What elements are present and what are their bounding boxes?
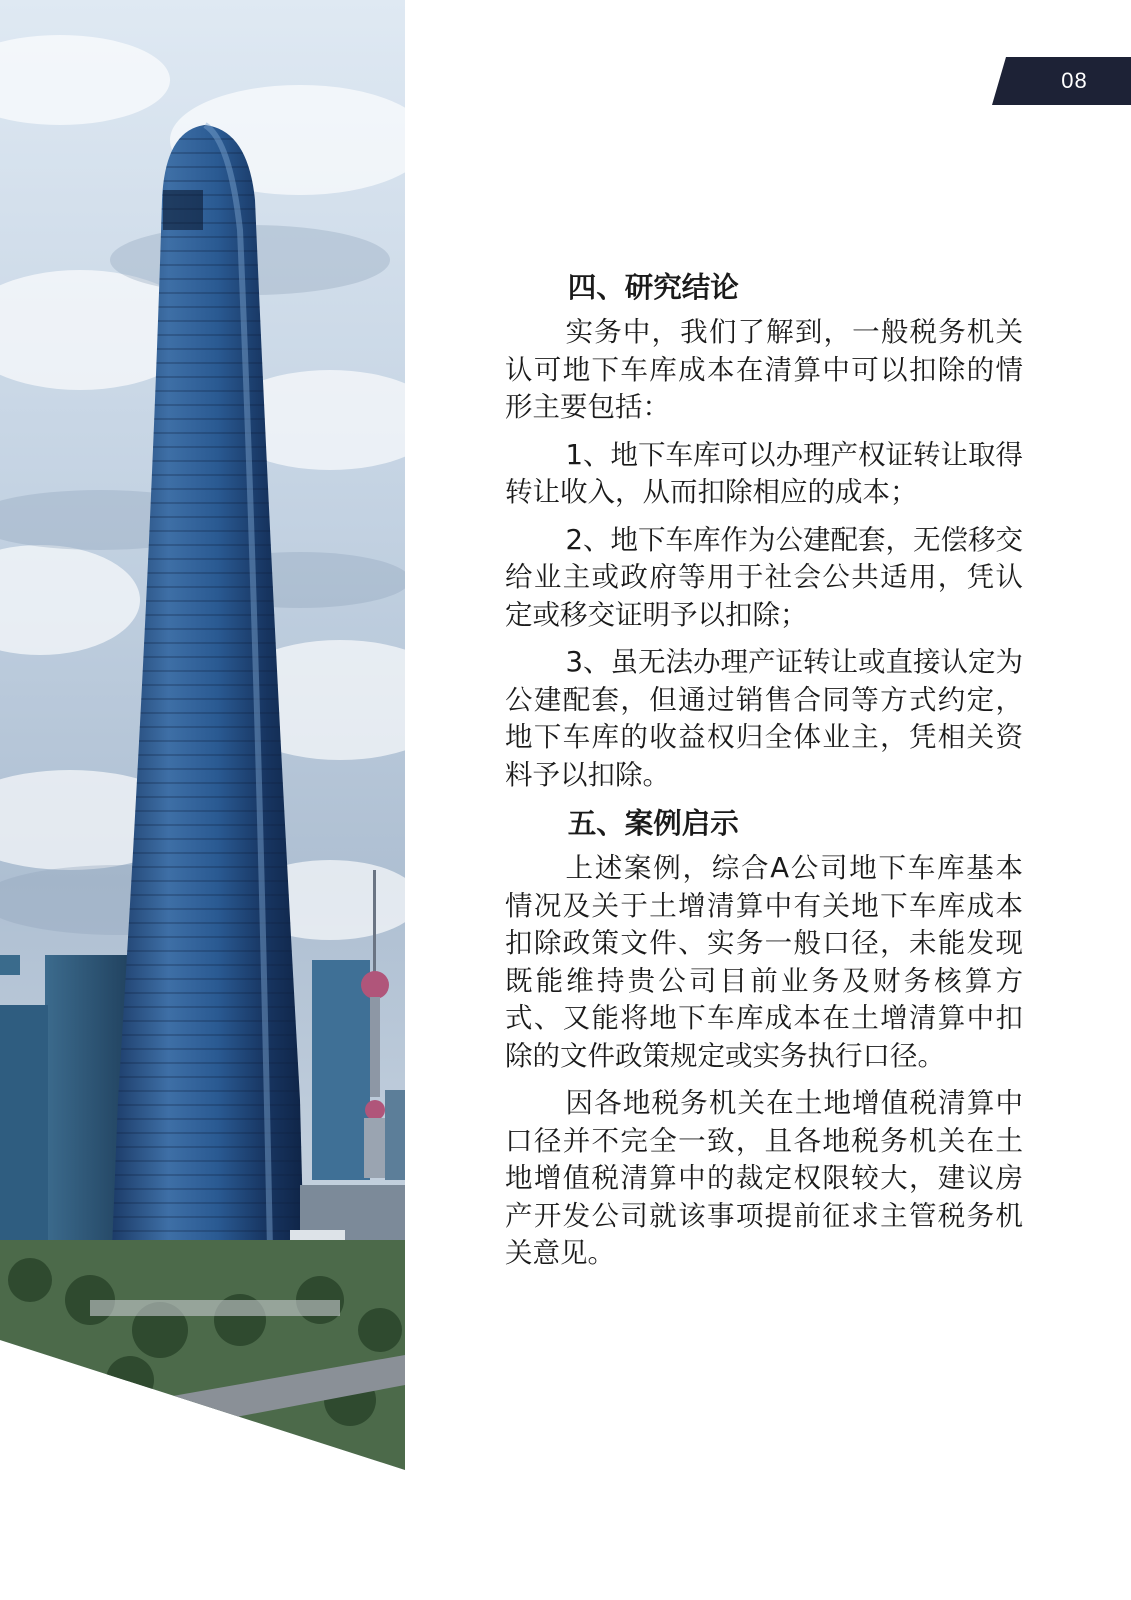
section-research-conclusion xyxy=(505,268,1023,794)
section-heading: 四、研究结论 xyxy=(567,271,739,304)
section-case-insight xyxy=(505,804,1023,1273)
skyscraper-photo xyxy=(0,0,405,1470)
paragraph: 1、地下车库可以办理产权证转让取得转让收入，从而扣除相应的成本； xyxy=(505,438,1023,508)
paragraph: 实务中，我们了解到，一般税务机关认可地下车库成本在清算中可以扣除的情形主要包括： xyxy=(505,316,1023,423)
paragraph: 上述案例，综合A公司地下车库基本情况及关于土增清算中有关地下车库成本扣除政策文件、实务一般口径，未能发现既能维持贵公司目前业务及财务核算方式、又能将地下车库成本在土增清算中扣除的文件政策规定或实务执行口径。 xyxy=(505,852,1023,1072)
paragraph: 因各地税务机关在土地增值税清算中口径并不完全一致，且各地税务机关在土地增值税清算中的裁定权限较大，建议房产开发公司就该事项提前征求主管税务机关意见。 xyxy=(505,1087,1023,1269)
section-heading: 五、案例启示 xyxy=(567,807,739,840)
page-number: 08 xyxy=(1061,68,1088,93)
paragraph: 2、地下车库作为公建配套，无偿移交给业主或政府等用于社会公共适用，凭认定或移交证明予以扣除； xyxy=(505,523,1023,631)
article-content xyxy=(505,268,1023,1283)
page-number-tab xyxy=(992,57,1131,105)
paragraph: 3、虽无法办理产证转让或直接认定为公建配套，但通过销售合同等方式约定，地下车库的收益权归全体业主，凭相关资料予以扣除。 xyxy=(505,646,1023,791)
